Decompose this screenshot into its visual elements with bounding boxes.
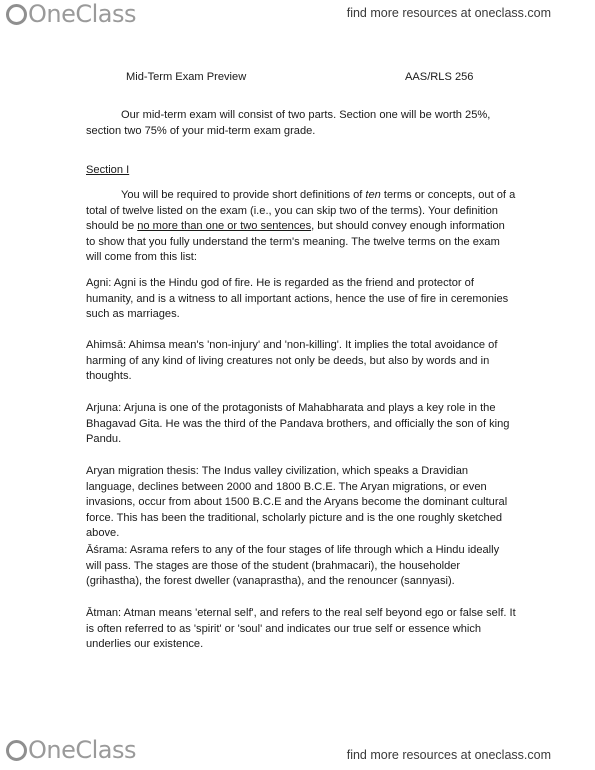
doc-title: Mid-Term Exam Preview bbox=[126, 71, 247, 83]
term-ahimsa: Ahimsā: Ahimsa mean's 'non-injury' and 'non-killing'. It implies the total avoidance of harming of any kind of living creatures not only be deeds, but also by words and in thoughts. bbox=[86, 339, 498, 383]
oneclass-logo-bottom[interactable] bbox=[6, 736, 136, 764]
logo-ring-icon bbox=[6, 740, 27, 761]
term-asrama: Āśrama: Asrama refers to any of the four stages of life through which a Hindu ideally will pass. The stages are those of the student (brahmacari), the householder (grihastha), the forest dweller (vanaprastha), and the renouncer (sannyasi). bbox=[86, 544, 500, 588]
instructions-text-1: You will be required to provide short definitions of bbox=[121, 189, 366, 201]
oneclass-logo-top[interactable] bbox=[6, 0, 136, 28]
term-agni: Agni: Agni is the Hindu god of fire. He is regarded as the friend and protector of humanity, and is a witness to all important actions, hence the use of fire in ceremonies such as marriages. bbox=[86, 277, 509, 321]
logo-ring-icon bbox=[6, 4, 27, 25]
logo-text: OneClass bbox=[28, 736, 137, 764]
find-more-link-bottom[interactable]: find more resources at oneclass.com bbox=[346, 748, 551, 762]
logo-text: OneClass bbox=[28, 0, 137, 28]
instructions-text-2: terms or concepts, out of a total of twelve listed on the exam (i.e., you can skip two of the terms). Your definition should be bbox=[86, 189, 516, 233]
find-more-link-top[interactable]: find more resources at oneclass.com bbox=[346, 6, 551, 20]
term-arjuna: Arjuna: Arjuna is one of the protagonists of Mahabharata and plays a key role in the Bhagavad Gita. He was the third of the Pandava brothers, and officially the son of king Pandu. bbox=[86, 402, 510, 446]
section-instructions bbox=[86, 188, 516, 266]
instructions-text-3: , but should convey enough information to show that you fully understand the term's meaning. The twelve terms on the exam will come from this list: bbox=[86, 220, 505, 264]
section-heading: Section I bbox=[86, 164, 130, 176]
instructions-underlined: no more than one or two sentences bbox=[137, 220, 312, 233]
instructions-ten: ten bbox=[365, 189, 381, 201]
course-code: AAS/RLS 256 bbox=[405, 71, 474, 83]
term-atman: Ātman: Atman means 'eternal self', and refers to the real self beyond ego or false self. It is often referred to as 'spirit' or 'soul' and indicates our true self or essence which underlies our existence. bbox=[86, 607, 516, 651]
intro-paragraph: Our mid-term exam will consist of two parts. Section one will be worth 25%, section two 75% of your mid-term exam grade. bbox=[86, 109, 491, 137]
term-aryan-migration: Aryan migration thesis: The Indus valley civilization, which speaks a Dravidian language, declines between 2000 and 1800 B.C.E. The Aryan migrations, or even invasions, occur from about 1500 B.C.E and the Aryans become the dominant cultural force. This has been the traditional, scholarly picture and is the one roughly sketched above. bbox=[86, 465, 508, 540]
